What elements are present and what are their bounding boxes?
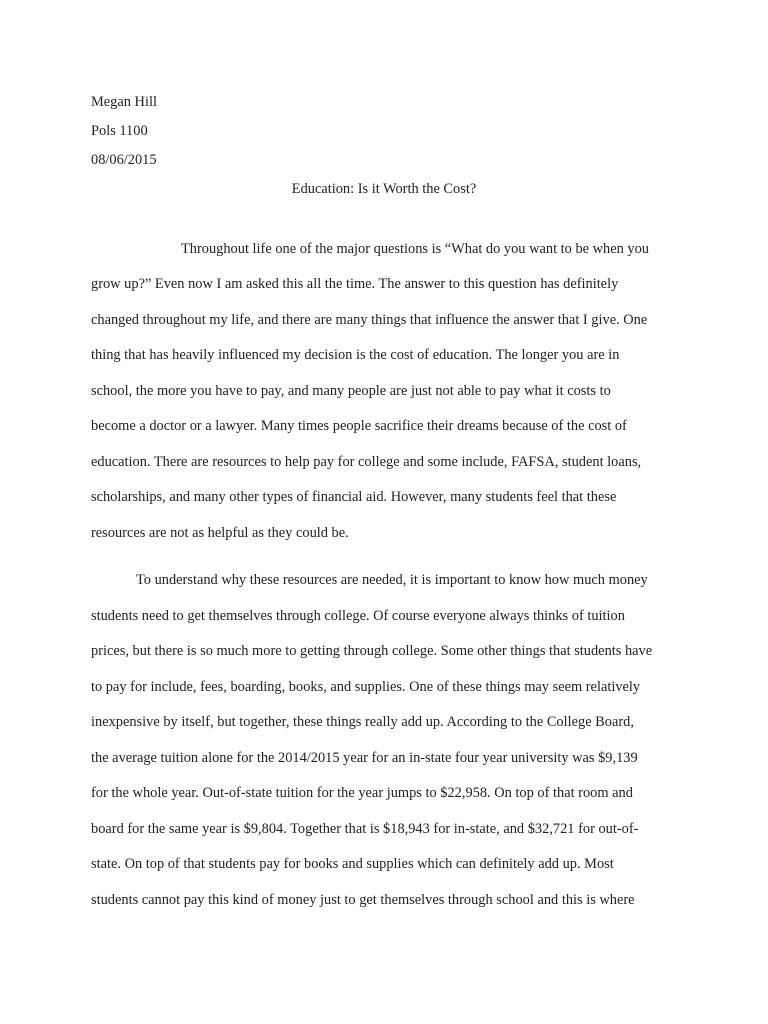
paragraph-line: become a doctor or a lawyer. Many times people sacrifice their dreams because of the cost of xyxy=(91,418,627,434)
paragraph-line: changed throughout my life, and there are many things that influence the answer that I give. One xyxy=(91,312,648,328)
paragraph-line: education. There are resources to help pay for college and some include, FAFSA, student loans, xyxy=(91,454,642,470)
paragraph-line: school, the more you have to pay, and many people are just not able to pay what it costs to xyxy=(91,383,611,399)
course-name: Pols 1100 xyxy=(91,123,148,139)
date: 08/06/2015 xyxy=(91,152,157,168)
paragraph-line: prices, but there is so much more to getting through college. Some other things that students have xyxy=(91,643,653,659)
paragraph-line: to pay for include, fees, boarding, books, and supplies. One of these things may seem relatively xyxy=(91,679,641,695)
paragraph-line: students cannot pay this kind of money just to get themselves through school and this is where xyxy=(91,892,635,908)
paragraph-line: students need to get themselves through college. Of course everyone always thinks of tuition xyxy=(91,608,625,624)
paragraph-line: Throughout life one of the major questions is “What do you want to be when you xyxy=(181,241,649,257)
paragraph-line: thing that has heavily influenced my decision is the cost of education. The longer you are in xyxy=(91,347,620,363)
paragraph-line: state. On top of that students pay for books and supplies which can definitely add up. Most xyxy=(91,856,614,872)
paragraph-line: To understand why these resources are needed, it is important to know how much money xyxy=(136,572,648,588)
paragraph-line: board for the same year is $9,804. Together that is $18,943 for in-state, and $32,721 for out-of- xyxy=(91,821,639,837)
paragraph-line: grow up?” Even now I am asked this all the time. The answer to this question has definitely xyxy=(91,276,619,292)
paragraph-line: inexpensive by itself, but together, these things really add up. According to the College Board, xyxy=(91,714,634,730)
paragraph-line: for the whole year. Out-of-state tuition for the year jumps to $22,958. On top of that room and xyxy=(91,785,633,801)
paragraph-line: resources are not as helpful as they could be. xyxy=(91,525,349,541)
essay-title: Education: Is it Worth the Cost? xyxy=(291,181,477,197)
paragraph-line: the average tuition alone for the 2014/2015 year for an in-state four year university was $9,139 xyxy=(91,750,638,766)
paragraph-line: scholarships, and many other types of financial aid. However, many students feel that these xyxy=(91,489,617,505)
author-name: Megan Hill xyxy=(91,94,157,110)
